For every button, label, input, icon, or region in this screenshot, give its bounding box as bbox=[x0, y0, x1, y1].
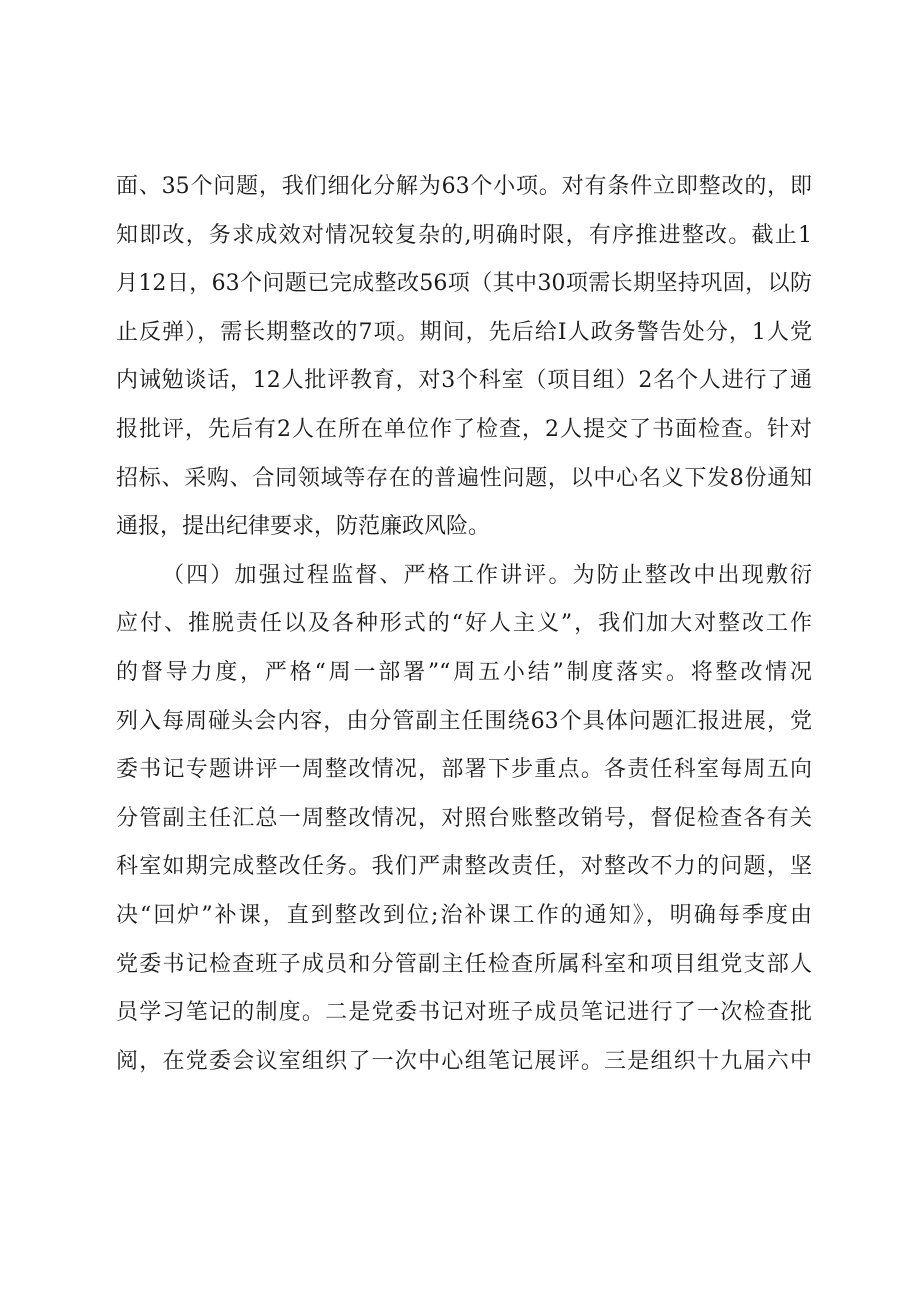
section-heading-line: （四）加强过程监督、严格工作讲评。为防止整改中出现敷衍 bbox=[162, 562, 812, 588]
text-line: 内诫勉谈话，12人批评教育，对3个科室（项目组）2名个人进行了通 bbox=[116, 368, 812, 394]
text-line: 决“回炉”补课，直到整改到位;治补课工作的通知》，明确每季度由 bbox=[116, 902, 812, 928]
text-line: 列入每周碰头会内容，由分管副主任围绕63个具体问题汇报进展，党 bbox=[116, 708, 812, 734]
text-line: 应付、推脱责任以及各种形式的“好人主义”，我们加大对整改工作 bbox=[116, 611, 812, 637]
text-line: 止反弹），需长期整改的7项。期间，先后给I人政务警告处分，1人党 bbox=[116, 319, 812, 345]
text-line: 员学习笔记的制度。二是党委书记对班子成员笔记进行了一次检查批 bbox=[116, 1000, 812, 1026]
text-line: 面、35个问题，我们细化分解为63个小项。对有条件立即整改的，即 bbox=[116, 174, 812, 199]
text-line: 委书记专题讲评一周整改情况，部署下步重点。各责任科室每周五向 bbox=[116, 757, 812, 783]
text-line: 月12日，63个问题已完成整改56项（其中30项需长期坚持巩固，以防 bbox=[116, 271, 812, 297]
text-line: 通报，提出纪律要求，防范廉政风险。 bbox=[116, 514, 491, 540]
text-line: 知即改，务求成效对情况较复杂的,明确时限，有序推进整改。截止1 bbox=[116, 222, 812, 248]
text-line: 党委书记检查班子成员和分管副主任检查所属科室和项目组党支部人 bbox=[116, 951, 812, 977]
text-line: 阅，在党委会议室组织了一次中心组笔记展评。三是组织十九届六中 bbox=[116, 1048, 812, 1074]
text-line: 报批评，先后有2人在所在单位作了检查，2人提交了书面检查。针对 bbox=[116, 416, 812, 442]
document-body bbox=[116, 163, 812, 1086]
text-line: 招标、采购、合同领域等存在的普遍性问题，以中心名义下发8份通知 bbox=[116, 465, 812, 491]
text-line: 科室如期完成整改任务。我们严肃整改责任，对整改不力的问题，坚 bbox=[116, 854, 812, 880]
text-line: 的督导力度，严格“周一部署”“周五小结”制度落实。将整改情况 bbox=[116, 659, 812, 685]
text-line: 分管副主任汇总一周整改情况，对照台账整改销号，督促检查各有关 bbox=[116, 805, 812, 831]
